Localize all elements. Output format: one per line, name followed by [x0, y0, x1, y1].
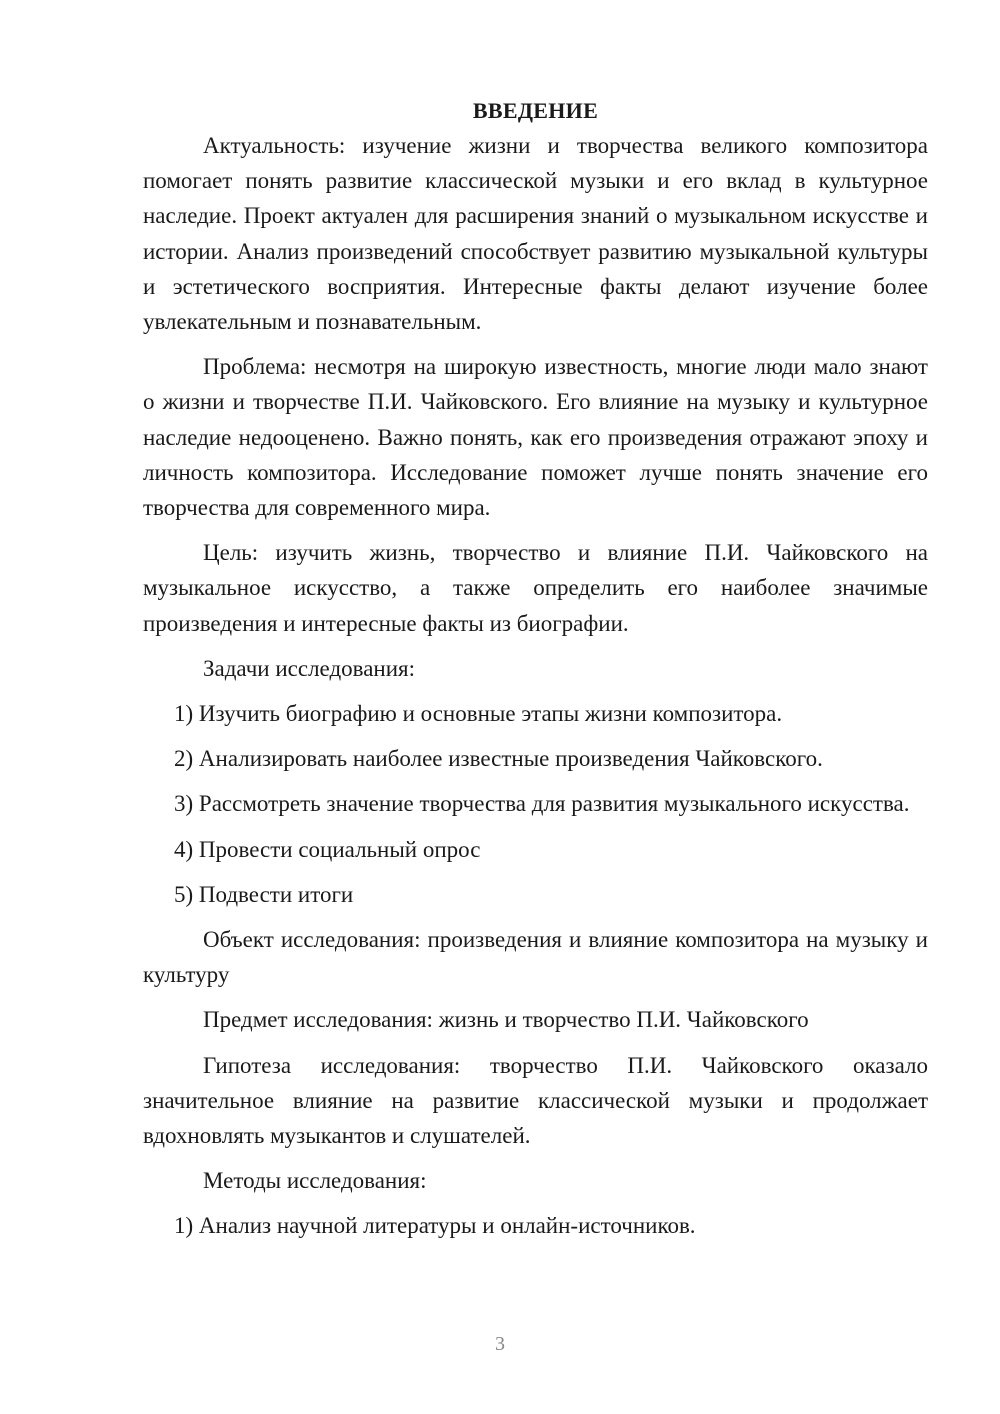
task-list-item-3: 3) Рассмотреть значение творчества для развития музыкального искусства. [174, 791, 910, 817]
paragraph-subject: Предмет исследования: жизнь и творчество П.И. Чайковского [203, 1007, 809, 1033]
paragraph-goal: Цель: изучить жизнь, творчество и влияние П.И. Чайковского на музыкальное искусство, а также определить его наиболее значимые произведения и интересные факты из биографии. [143, 540, 928, 636]
paragraph-methods-heading: Методы исследования: [203, 1168, 427, 1194]
page-title: ВВЕДЕНИЕ [472, 98, 599, 123]
task-list-item-2: 2) Анализировать наиболее известные произведения Чайковского. [174, 746, 823, 772]
paragraph-object: Объект исследования: произведения и влияние композитора на музыку и культуру [143, 927, 928, 988]
document-page [143, 96, 928, 1254]
task-list-item-1: 1) Изучить биографию и основные этапы жизни композитора. [174, 701, 783, 727]
paragraph-hypothesis: Гипотеза исследования: творчество П.И. Чайковского оказало значительное влияние на развитие классической музыки и продолжает вдохновлять музыкантов и слушателей. [143, 1052, 928, 1149]
paragraph-tasks-heading: Задачи исследования: [203, 655, 416, 681]
paragraph-relevance: Актуальность: изучение жизни и творчества великого композитора помогает понять развитие классической музыки и его вклад в культурное наследие. Проект актуален для расширения знаний о музыкальном искусстве и истории. Анализ произведений способствует развитию музыкальной культуры и эстетического восприятия. Интересные факты делают изучение более увлекательным и познавательным. [143, 133, 928, 335]
task-list-item-5: 5) Подвести итоги [174, 881, 354, 907]
method-list-item-1: 1) Анализ научной литературы и онлайн-источников. [174, 1213, 696, 1239]
paragraph-problem: Проблема: несмотря на широкую известность, многие люди мало знают о жизни и творчестве П.И. Чайковского. Его влияние на музыку и культурное наследие недооценено. Важно понять, как его произведения отражают эпоху и личность композитора. Исследование поможет лучше понять значение его творчества для современного мира. [143, 354, 928, 521]
task-list-item-4: 4) Провести социальный опрос [174, 836, 481, 862]
page-number: 3 [495, 1333, 505, 1355]
